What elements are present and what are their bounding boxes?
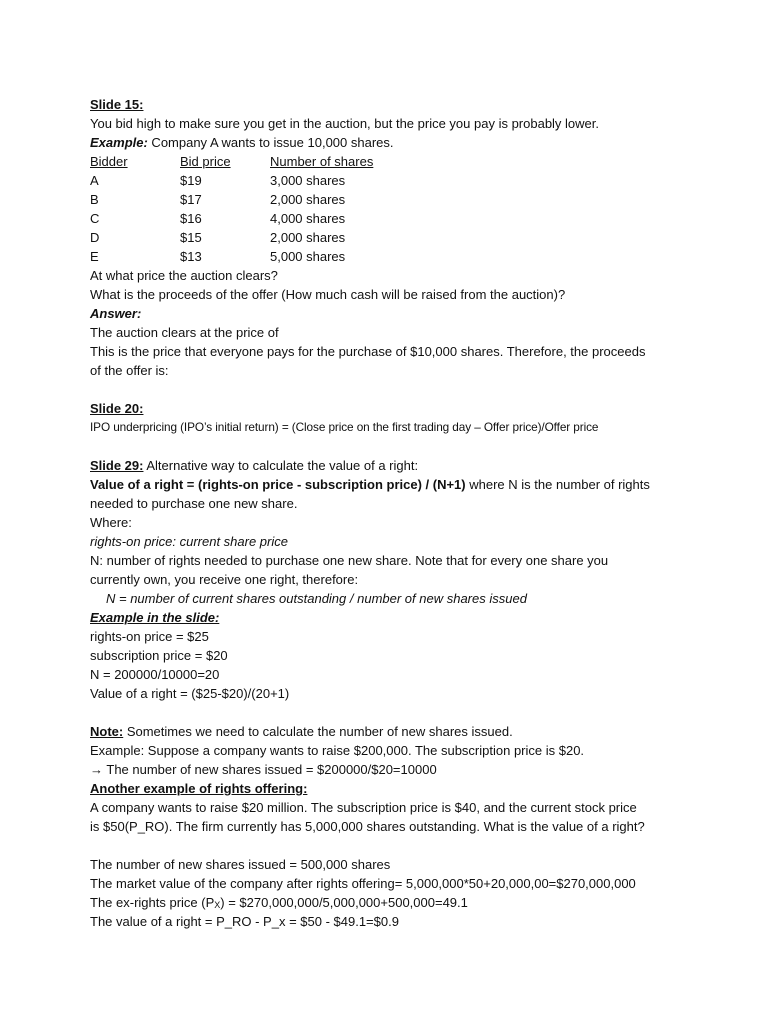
slide29-title-rest: Alternative way to calculate the value of a right:: [143, 458, 419, 473]
another-title: Another example of rights offering:: [90, 781, 308, 796]
slide29-ex3: N = 200000/10000=20: [90, 667, 220, 682]
right-arrow-icon: →: [90, 762, 103, 777]
shares-cell: 5,000 shares: [270, 249, 346, 264]
bidder-cell: D: [90, 230, 100, 245]
spacer: [90, 836, 690, 855]
bidder-cell: A: [90, 173, 99, 188]
slide15-question2: What is the proceeds of the offer (How much cash will be raised from the auction)?: [90, 287, 566, 302]
slide29-def2-formula: N = number of current shares outstanding / number of new shares issued: [106, 591, 527, 606]
slide29-ex2: subscription price = $20: [90, 648, 228, 663]
slide20-heading: [90, 399, 690, 418]
bidder-cell: B: [90, 192, 99, 207]
shares-cell: 2,000 shares: [270, 230, 346, 245]
slide29-title: Slide 29:: [90, 458, 144, 473]
bid-price-cell: $17: [180, 192, 202, 207]
slide15-example-line: [90, 133, 690, 152]
slide15-answer2: This is the price that everyone pays for the purchase of $10,000 shares. Therefore, the proceeds: [90, 344, 646, 359]
slide15-heading: [90, 95, 690, 114]
slide29-example-heading: [90, 608, 690, 627]
slide29-formula-line1: [90, 475, 690, 494]
note-label: Note:: [90, 724, 124, 739]
slide29-def2-line2: currently own, you receive one right, therefore:: [90, 572, 359, 587]
another-r3: [90, 893, 690, 912]
slide29-def2-line1: N: number of rights needed to purchase one new share. Note that for every one share you: [90, 553, 609, 568]
bidder-cell: E: [90, 249, 99, 264]
slide29-formula-line2: needed to purchase one new share.: [90, 496, 298, 511]
spacer: [90, 703, 690, 722]
slide15-answer3: of the offer is:: [90, 363, 169, 378]
slide29-def1-rest: : current share price: [172, 534, 288, 549]
bidder-cell: C: [90, 211, 100, 226]
table-row: [90, 209, 690, 228]
slide15-line1: You bid high to make sure you get in the auction, but the price you pay is probably lower.: [90, 116, 600, 131]
table-row: [90, 228, 690, 247]
bid-table-header-bidder: Bidder: [90, 154, 128, 169]
another-r3-post: ) = $270,000,000/5,000,000+500,000=49.1: [220, 895, 468, 910]
slide15-answer-label: Answer:: [90, 306, 142, 321]
table-row: [90, 190, 690, 209]
spacer: [90, 437, 690, 456]
slide15-answer1: The auction clears at the price of: [90, 325, 279, 340]
another-p1: A company wants to raise $20 million. The subscription price is $40, and the current stock price: [90, 800, 637, 815]
slide29-ex4: Value of a right = ($25-$20)/(20+1): [90, 686, 290, 701]
bid-table-header: [90, 152, 690, 171]
slide15-example-label: Example:: [90, 135, 148, 150]
another-r4: The value of a right = P_RO - P_x = $50 - $49.1=$0.9: [90, 914, 399, 929]
slide29-example-title: Example in the slide:: [90, 610, 220, 625]
another-r1: The number of new shares issued = 500,000 shares: [90, 857, 391, 872]
slide29-heading: [90, 456, 690, 475]
spacer: [90, 380, 690, 399]
slide29-formula-rest: where N is the number of rights: [465, 477, 650, 492]
note-arrow-text: The number of new shares issued = $200000/$20=10000: [103, 762, 437, 777]
another-heading: [90, 779, 690, 798]
another-r3-sub: X: [214, 900, 221, 910]
table-row: [90, 171, 690, 190]
note-line: [90, 722, 690, 741]
bid-price-cell: $13: [180, 249, 202, 264]
bid-table: [90, 152, 690, 266]
shares-cell: 4,000 shares: [270, 211, 346, 226]
another-r2: The market value of the company after rights offering= 5,000,000*50+20,000,00=$270,000,000: [90, 876, 636, 891]
slide29-where: Where:: [90, 515, 132, 530]
slide15-title: Slide 15:: [90, 97, 144, 112]
table-row: [90, 247, 690, 266]
shares-cell: 2,000 shares: [270, 192, 346, 207]
bid-price-cell: $16: [180, 211, 202, 226]
slide15-answer-heading: [90, 304, 690, 323]
bid-price-cell: $19: [180, 173, 202, 188]
slide20-title: Slide 20:: [90, 401, 144, 416]
bid-table-header-price: Bid price: [180, 154, 231, 169]
slide29-def1: [90, 532, 690, 551]
bid-price-cell: $15: [180, 230, 202, 245]
note-example: Example: Suppose a company wants to raise $200,000. The subscription price is $20.: [90, 743, 585, 758]
note-text: Sometimes we need to calculate the number of new shares issued.: [123, 724, 513, 739]
slide15-example-text: Company A wants to issue 10,000 shares.: [147, 135, 394, 150]
slide29-ex1: rights-on price = $25: [90, 629, 209, 644]
slide29-def1-term: rights-on price: [90, 534, 173, 549]
document-body: [90, 95, 690, 931]
bid-table-header-shares: Number of shares: [270, 154, 374, 169]
slide29-formula-bold: Value of a right = (rights-on price - subscription price) / (N+1): [90, 477, 466, 492]
another-p2: is $50(P_RO). The firm currently has 5,000,000 shares outstanding. What is the value of a right?: [90, 819, 645, 834]
note-arrow-line: [90, 760, 690, 779]
slide15-question1: At what price the auction clears?: [90, 268, 278, 283]
slide20-formula: IPO underpricing (IPO’s initial return) = (Close price on the first trading day – Offer price)/Offer price: [90, 420, 599, 434]
another-r3-pre: The ex-rights price (P: [90, 895, 215, 910]
shares-cell: 3,000 shares: [270, 173, 346, 188]
